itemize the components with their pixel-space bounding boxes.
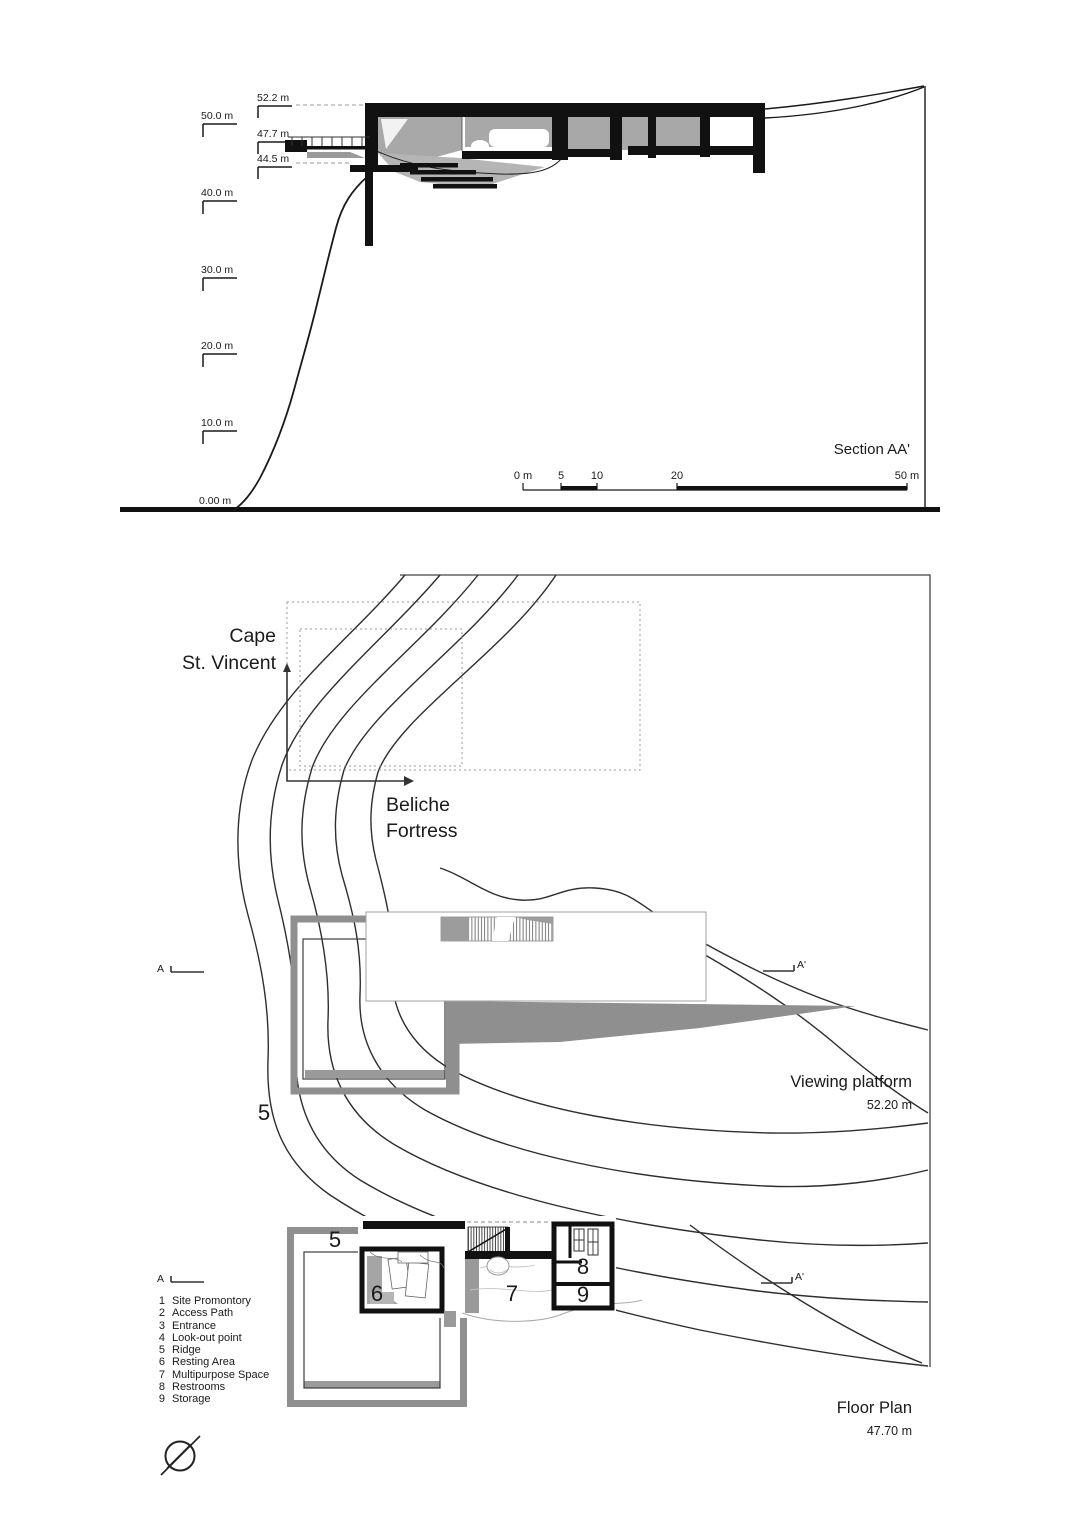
scale-label-50: 50 m	[894, 470, 920, 482]
site-plan-drawing	[161, 575, 930, 1475]
room2-poche	[568, 117, 610, 150]
legend-item: 7 Multipurpose Space	[158, 1368, 270, 1381]
legend-item-label: Entrance	[172, 1319, 217, 1332]
scale-label-5: 5	[557, 470, 565, 482]
room-number-6: 6	[370, 1281, 384, 1306]
lower-floor-plan	[358, 1216, 642, 1327]
walkway-abutment	[285, 140, 307, 152]
elevation-label-20m: 20.0 m	[201, 340, 234, 352]
legend	[156, 1295, 269, 1406]
north-arrow	[161, 1436, 200, 1475]
section-title: Section AA'	[833, 441, 910, 458]
legend-item-label: Access Path	[172, 1307, 234, 1320]
floor-plan-title: Floor Plan	[836, 1399, 912, 1417]
legend-item-label: Resting Area	[172, 1356, 235, 1369]
scale-bar	[523, 483, 907, 491]
sofa-arm	[471, 140, 489, 152]
room-number-7: 7	[505, 1281, 519, 1306]
boulder	[487, 1257, 509, 1275]
elevation-label-50m: 50.0 m	[201, 110, 234, 122]
legend-item-label: Multipurpose Space	[172, 1368, 270, 1381]
viewing-platform-title: Viewing platform	[790, 1073, 912, 1091]
room-number-5: 5	[328, 1227, 342, 1252]
legend-item-label: Ridge	[172, 1344, 201, 1357]
sofa-cutout	[489, 129, 549, 147]
room-number-9: 9	[576, 1282, 590, 1307]
room3-poche	[622, 117, 648, 150]
legend-item-label: Site Promontory	[172, 1295, 251, 1307]
legend-item-label: Restrooms	[172, 1381, 226, 1394]
legend-item: 2 Access Path	[158, 1307, 234, 1320]
cut-marker-a-lower: A	[157, 1273, 165, 1285]
fortress-label-line2: Fortress	[386, 820, 458, 842]
viewing-platform-elevation: 52.20 m	[866, 1098, 912, 1112]
cliff-profile	[234, 176, 368, 510]
room-number-8: 8	[576, 1254, 590, 1279]
legend-item: 5 Ridge	[158, 1344, 201, 1357]
access-walkway	[285, 137, 370, 158]
legend-item: 4 Look-out point	[158, 1331, 242, 1344]
cut-marker-a-prime-upper: A'	[797, 959, 807, 971]
legend-item-label: Storage	[172, 1393, 211, 1406]
site-boundary-dashed	[287, 602, 640, 770]
level-annotation-52-2: 52.2 m	[257, 92, 290, 104]
cape-label-line1: Cape	[229, 625, 276, 647]
elevation-label-0m: 0.00 m	[199, 495, 232, 507]
walkway-shadow	[307, 152, 365, 158]
legend-item-label: Look-out point	[172, 1331, 242, 1344]
fortress-label-line1: Beliche	[386, 794, 450, 816]
building-section	[285, 103, 765, 246]
ring-side-shadow	[446, 1001, 459, 1094]
legend-item: 6 Resting Area	[158, 1356, 235, 1369]
room-number-ridge-upper: 5	[257, 1100, 271, 1125]
cut-marker-a-prime-lower: A'	[795, 1271, 805, 1283]
cape-label-line2: St. Vincent	[182, 652, 276, 674]
scale-label-20: 20	[670, 470, 684, 482]
legend-item: 1 Site Promontory	[158, 1295, 251, 1307]
legend-item: 3 Entrance	[158, 1319, 217, 1332]
elevation-label-30m: 30.0 m	[201, 264, 234, 276]
viewing-platform	[366, 912, 706, 1001]
elevation-label-10m: 10.0 m	[201, 417, 234, 429]
legend-item: 9 Storage	[158, 1393, 211, 1406]
scale-label-10: 10	[590, 470, 604, 482]
scale-label-0: 0 m	[513, 470, 533, 482]
legend-item: 8 Restrooms	[158, 1381, 226, 1394]
level-annotation-47-7: 47.7 m	[257, 128, 290, 140]
platform-shadow	[448, 1001, 856, 1044]
ground-baseline	[120, 507, 940, 512]
floor-plan-elevation: 47.70 m	[866, 1424, 912, 1438]
plan-stair	[468, 1227, 510, 1253]
elevation-label-40m: 40.0 m	[201, 187, 234, 199]
cut-marker-a-upper: A	[157, 963, 165, 975]
level-annotation-44-5: 44.5 m	[257, 153, 290, 165]
